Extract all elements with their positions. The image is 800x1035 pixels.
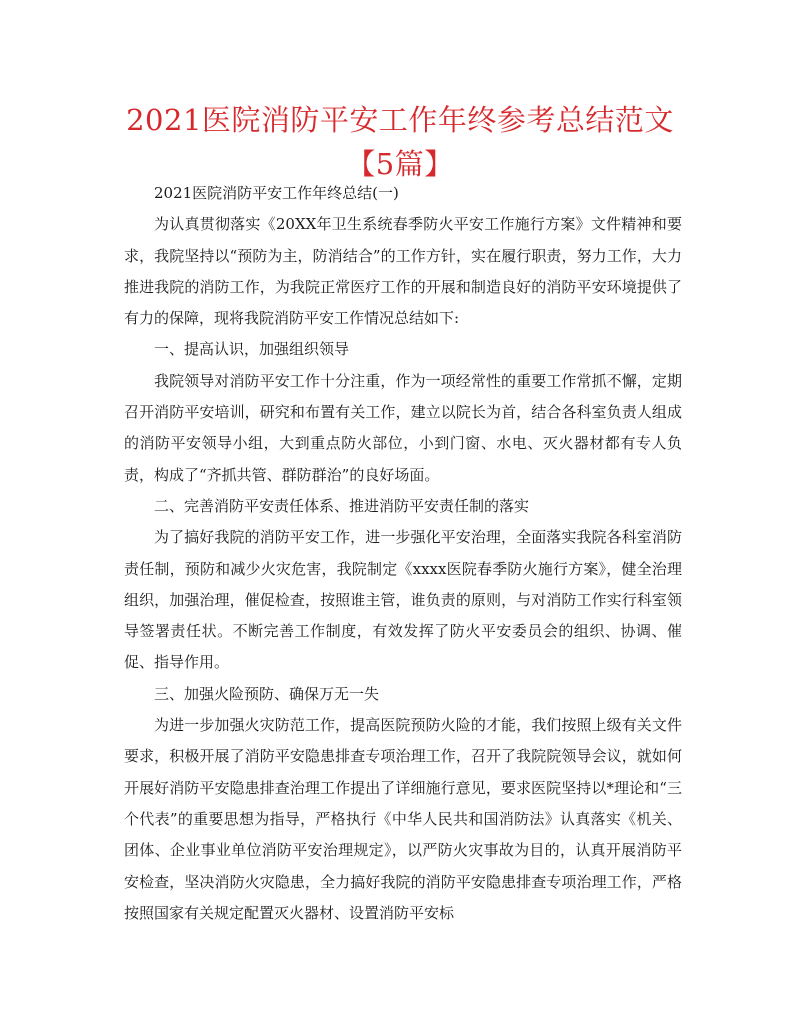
document-subtitle: 2021医院消防平安工作年终总结(一) [154,184,399,202]
body-paragraph: 为进一步加强火灾防范工作，提高医院预防火险的才能，我们按照上级有关文件要求，积极开展了消防平安隐患排查专项治理工作，召开了我院院领导会议，就如何开展好消防平安隐患排查治理工作提出了详细施行意见，要求医院坚持以*理论和“三个代表”的重要思想为指导，严格执行《中华人民共和国消防法》认真落实《机关、团体、企业事业单位消防平安治理规定》，以严防火灾事故为目的，认真开展消防平安检查，坚决消防火灾隐患，全力搞好我院的消防平安隐患排查专项治理工作，严格按照国家有关规定配置灭火器材、设置消防平安标 [124,716,682,922]
body-paragraph: 为认真贯彻落实《20XX年卫生系统春季防火平安工作施行方案》文件精神和要求，我院坚持以“预防为主，防消结合”的工作方针，实在履行职责，努力工作，大力推进我院的消防工作，为我院正常医疗工作的开展和制造良好的消防平安环境提供了有力的保障，现将我院消防平安工作情况总结如下: [124,215,682,328]
section-heading: 二、完善消防平安责任体系、推进消防平安责任制的落实 [154,496,530,515]
body-paragraph: 我院领导对消防平安工作十分注重，作为一项经常性的重要工作常抓不懈，定期召开消防平安培训，研究和布置有关工作，建立以院长为首，结合各科室负责人组成的消防平安领导小组，大到重点防火部位，小到门窗、水电、灭火器材都有专人负责，构成了“齐抓共管、群防群治”的良好场面。 [124,371,682,484]
section-heading: 三、加强火险预防、确保万无一失 [154,684,380,703]
document-title: 2021医院消防平安工作年终参考总结范文【5篇】 [126,103,674,181]
document-body [124,178,682,929]
body-paragraph: 为了搞好我院的消防平安工作，进一步强化平安治理，全面落实我院各科室消防责任制，预防和减少火灾危害，我院制定《xxxx医院春季防火施行方案》，健全治理组织，加强治理，催促检查，按照谁主管，谁负责的原则，与对消防工作实行科室领导签署责任状。不断完善工作制度，有效发挥了防火平安委员会的组织、协调、催促、指导作用。 [124,528,682,672]
section-heading: 一、提高认识，加强组织领导 [154,340,350,359]
